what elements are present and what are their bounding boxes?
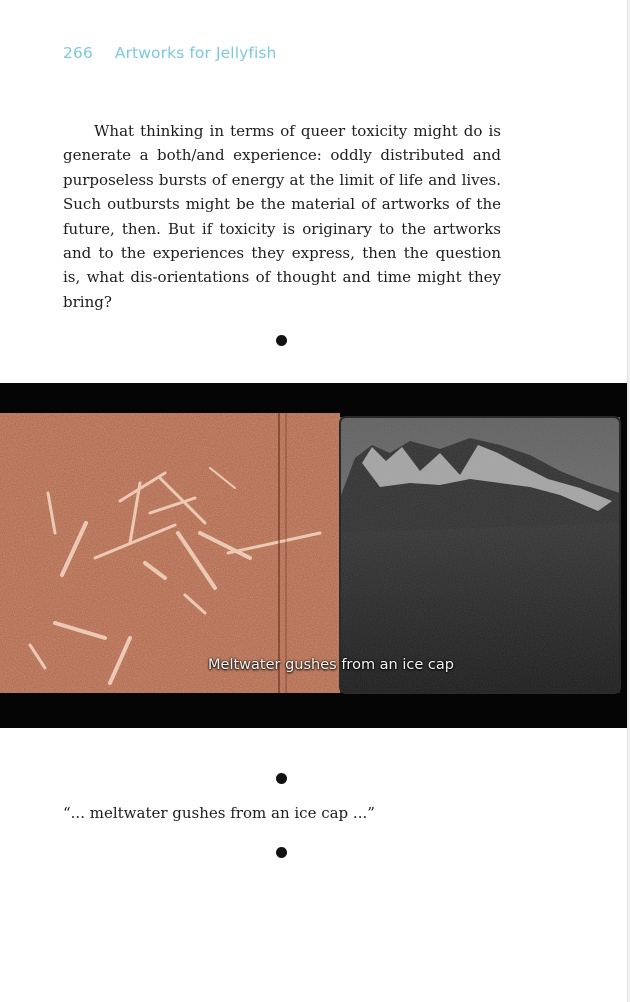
film-subtitle: Meltwater gushes from an ice cap — [208, 657, 454, 673]
section-divider-dot — [276, 773, 287, 784]
body-paragraph: What thinking in terms of queer toxicity might do is generate a both/and experience: oddly distributed and purposeless bursts of energy at the limit of life and lives. Such outbursts might be the material of artworks of the future, then. But if toxicity is originary to the artworks and to the experiences they express, then the question is, what dis-orientations of thought and time might they bring? — [63, 122, 501, 311]
running-head — [63, 44, 276, 62]
quote-line: “... meltwater gushes from an ice cap ...” — [63, 804, 375, 822]
section-divider-dot — [276, 335, 287, 346]
page-number: 266 — [63, 44, 93, 62]
section-divider-dot — [276, 847, 287, 858]
film-still — [0, 383, 627, 728]
book-title: Artworks for Jellyfish — [114, 44, 277, 62]
film-still-image — [0, 383, 627, 728]
